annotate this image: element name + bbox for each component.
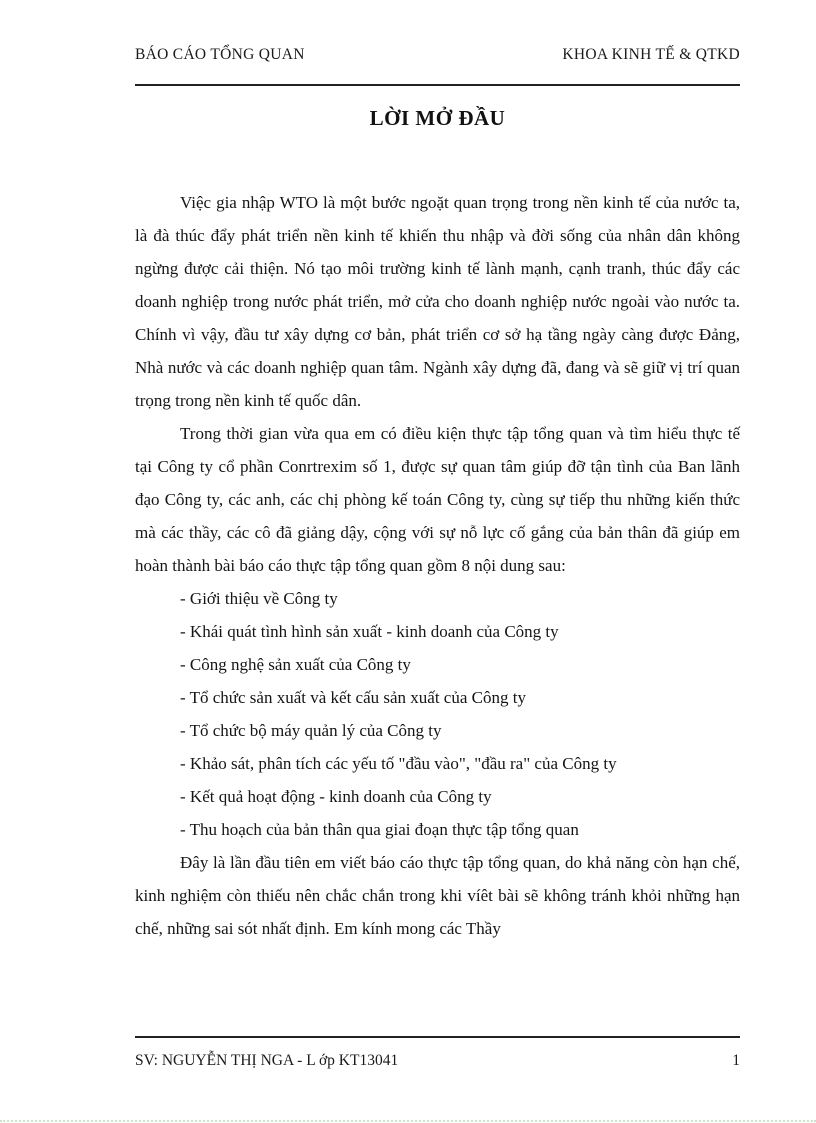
page-footer (135, 1052, 740, 1070)
page-number: 1 (732, 1052, 740, 1069)
header-faculty-name: KHOA KINH TẾ & QTKD (562, 46, 740, 63)
footer-student-name: SV: NGUYỄN THỊ NGA - L ớp KT13041 (135, 1052, 399, 1069)
paragraph-closing: Đây là lần đầu tiên em viết báo cáo thực tập tổng quan, do khả năng còn hạn chế, kinh nghiệm còn thiếu nên chắc chắn trong khi víêt bài sẽ không tránh khỏi những hạn chế, những sai sót nhất định. Em kính mong các Thầy (135, 853, 740, 938)
list-item: - Thu hoạch của bản thân qua giai đoạn thực tập tổng quan (180, 820, 579, 839)
paragraph-internship: Trong thời gian vừa qua em có điều kiện thực tập tổng quan và tìm hiểu thực tế tại Công ty cổ phần Conrtrexim số 1, được sự quan tâm giúp đỡ tận tình của Ban lãnh đạo Công ty, các anh, các chị phòng kế toán Công ty, cùng sự tiếp thu những kiến thức mà các thầy, các cô đã giảng dậy, cộng với sự nỗ lực cố gắng của bản thân đã giúp em hoàn thành bài báo cáo thực tập tổng quan gồm 8 nội dung sau: (135, 424, 740, 575)
header-rule (135, 84, 740, 86)
list-item: - Tổ chức sản xuất và kết cấu sản xuất của Công ty (180, 688, 526, 707)
footer-rule (135, 1036, 740, 1038)
list-item: - Giới thiệu về Công ty (180, 589, 338, 608)
header-report-title: BÁO CÁO TỔNG QUAN (135, 46, 305, 63)
paragraph-intro-wto: Việc gia nhập WTO là một bước ngoặt quan trọng trong nền kinh tế của nước ta, là đà thúc đẩy phát triển nền kinh tế khiến thu nhập và đời sống của nhân dân không ngừng được cải thiện. Nó tạo môi trường kinh tế lành mạnh, cạnh tranh, thúc đẩy các doanh nghiệp trong nước phát triển, mở cửa cho doanh nghiệp nước ngoài vào nước ta. Chính vì vậy, đầu tư xây dựng cơ bản, phát triển cơ sở hạ tầng ngày càng được Đảng, Nhà nước và các doanh nghiệp quan tâm. Ngành xây dựng đã, đang và sẽ giữ vị trí quan trọng trong nền kinh tế quốc dân. (135, 193, 740, 410)
list-item: - Tổ chức bộ máy quản lý của Công ty (180, 721, 442, 740)
content-list (135, 582, 740, 846)
page-header (135, 46, 740, 64)
page-boundary-line (0, 1120, 816, 1122)
list-item: - Khảo sát, phân tích các yếu tố "đầu vào", "đầu ra" của Công ty (180, 754, 617, 773)
document-body (135, 186, 740, 945)
list-item: - Kết quả hoạt động - kinh doanh của Công ty (180, 787, 492, 806)
list-item: - Công nghệ sản xuất của Công ty (180, 655, 411, 674)
page-title: LỜI MỞ ĐẦU (369, 106, 506, 130)
list-item: - Khái quát tình hình sản xuất - kinh doanh của Công ty (180, 622, 559, 641)
